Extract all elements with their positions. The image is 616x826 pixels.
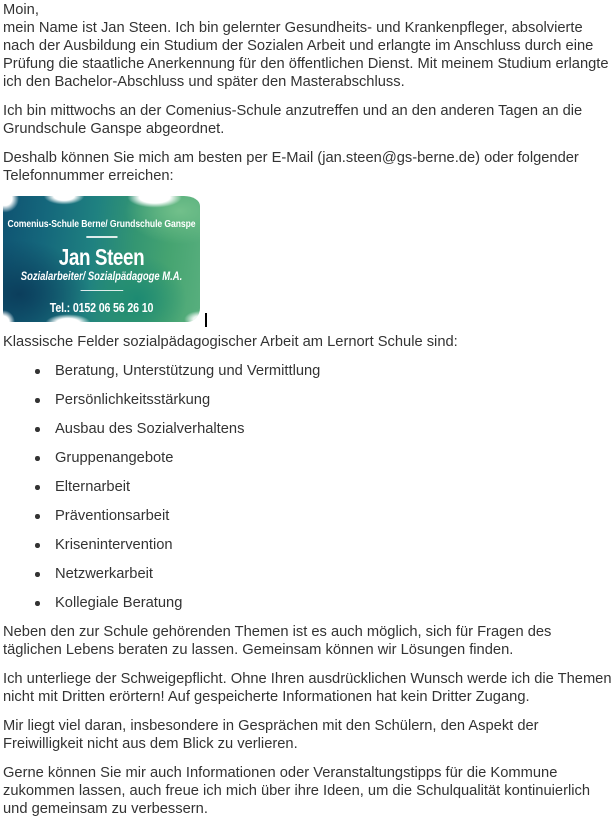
business-card-image[interactable] — [3, 196, 200, 322]
intro-text: mein Name ist Jan Steen. Ich bin gelernter Gesundheits- und Krankenpfleger, absolvierte nach der Ausbildung ein Studium der Sozialen Arbeit und erlangte im Anschluss durch eine Prüfung die staatliche Anerkennung für den öffentlichen Dienst. Mit meinem Studium erlangte ich den Bachelor-Abschluss und später den Masterabschluss. — [3, 20, 609, 90]
list-item — [55, 449, 613, 467]
intro-paragraph — [3, 1, 613, 91]
list-item — [55, 507, 613, 525]
list-item — [55, 594, 613, 612]
card-divider-top — [86, 236, 117, 238]
fields-list — [3, 362, 613, 612]
bullet-icon — [35, 601, 40, 606]
text-caret — [205, 313, 207, 327]
list-item — [55, 362, 613, 380]
list-item — [55, 536, 613, 554]
contact-suffix-text: ) oder folgender Telefonnummer erreichen: — [3, 150, 579, 184]
contact-paragraph — [3, 149, 613, 185]
business-card-content — [7, 196, 196, 322]
list-item — [55, 478, 613, 496]
contact-prefix-text: Deshalb können Sie mich am besten per E-Mail ( — [3, 150, 323, 166]
card-row — [3, 196, 613, 322]
everyday-help-paragraph: Neben den zur Schule gehörenden Themen ist es auch möglich, sich für Fragen des täglichen Lebens beraten zu lassen. Gemeinsam können wir Lösungen finden. — [3, 624, 552, 658]
bullet-icon — [35, 572, 40, 577]
bullet-icon — [35, 543, 40, 548]
confidentiality-paragraph: Ich unterliege der Schweigepflicht. Ohne Ihren ausdrücklichen Wunsch werde ich die Themen nicht mit Dritten erörtern! Auf gespeicherte Informationen hat kein Dritter Zugang. — [3, 671, 612, 705]
email-address: jan.steen@gs-berne.de — [322, 150, 476, 166]
card-divider-bottom — [80, 290, 123, 292]
card-school-line: Comenius-Schule Berne/ Grundschule Ganspe — [7, 218, 196, 230]
list-item-label: Ausbau des Sozialverhaltens — [55, 421, 245, 437]
list-item-label: Persönlichkeitsstärkung — [55, 392, 211, 408]
list-item — [55, 565, 613, 583]
list-item-label: Präventionsarbeit — [55, 508, 170, 524]
list-item — [55, 420, 613, 438]
bullet-icon — [35, 485, 40, 490]
card-phone-line: Tel.: 0152 06 56 26 10 — [49, 300, 154, 315]
bullet-icon — [35, 514, 40, 519]
fields-intro-paragraph: Klassische Felder sozialpädagogischer Arbeit am Lernort Schule sind: — [3, 334, 458, 350]
list-item-label: Elternarbeit — [55, 479, 131, 495]
greeting-text: Moin, — [3, 2, 39, 18]
bullet-icon — [35, 398, 40, 403]
bullet-icon — [35, 369, 40, 374]
ideas-paragraph: Gerne können Sie mir auch Informationen oder Veranstaltungstipps für die Kommune zukommen lassen, auch freue ich mich über ihre Ideen, um die Schulqualität kontinuierlich und gemeinsam zu verbessern. — [3, 765, 590, 817]
list-item-label: Kollegiale Beratung — [55, 595, 183, 611]
bullet-icon — [35, 427, 40, 432]
list-item-label: Krisenintervention — [55, 537, 173, 553]
card-person-name: Jan Steen — [58, 243, 145, 270]
list-item-label: Beratung, Unterstützung und Vermittlung — [55, 363, 321, 379]
schedule-paragraph: Ich bin mittwochs an der Comenius-Schule anzutreffen und an den anderen Tagen an die Grundschule Ganspe abgeordnet. — [3, 103, 583, 137]
bullet-icon — [35, 456, 40, 461]
voluntariness-paragraph: Mir liegt viel daran, insbesondere in Gesprächen mit den Schülern, den Aspekt der Freiwilligkeit nicht aus dem Blick zu verlieren. — [3, 718, 539, 752]
card-role-line: Sozialarbeiter/ Sozialpädagoge M.A. — [20, 270, 183, 283]
list-item — [55, 391, 613, 409]
list-item-label: Netzwerkarbeit — [55, 566, 153, 582]
list-item-label: Gruppenangebote — [55, 450, 174, 466]
